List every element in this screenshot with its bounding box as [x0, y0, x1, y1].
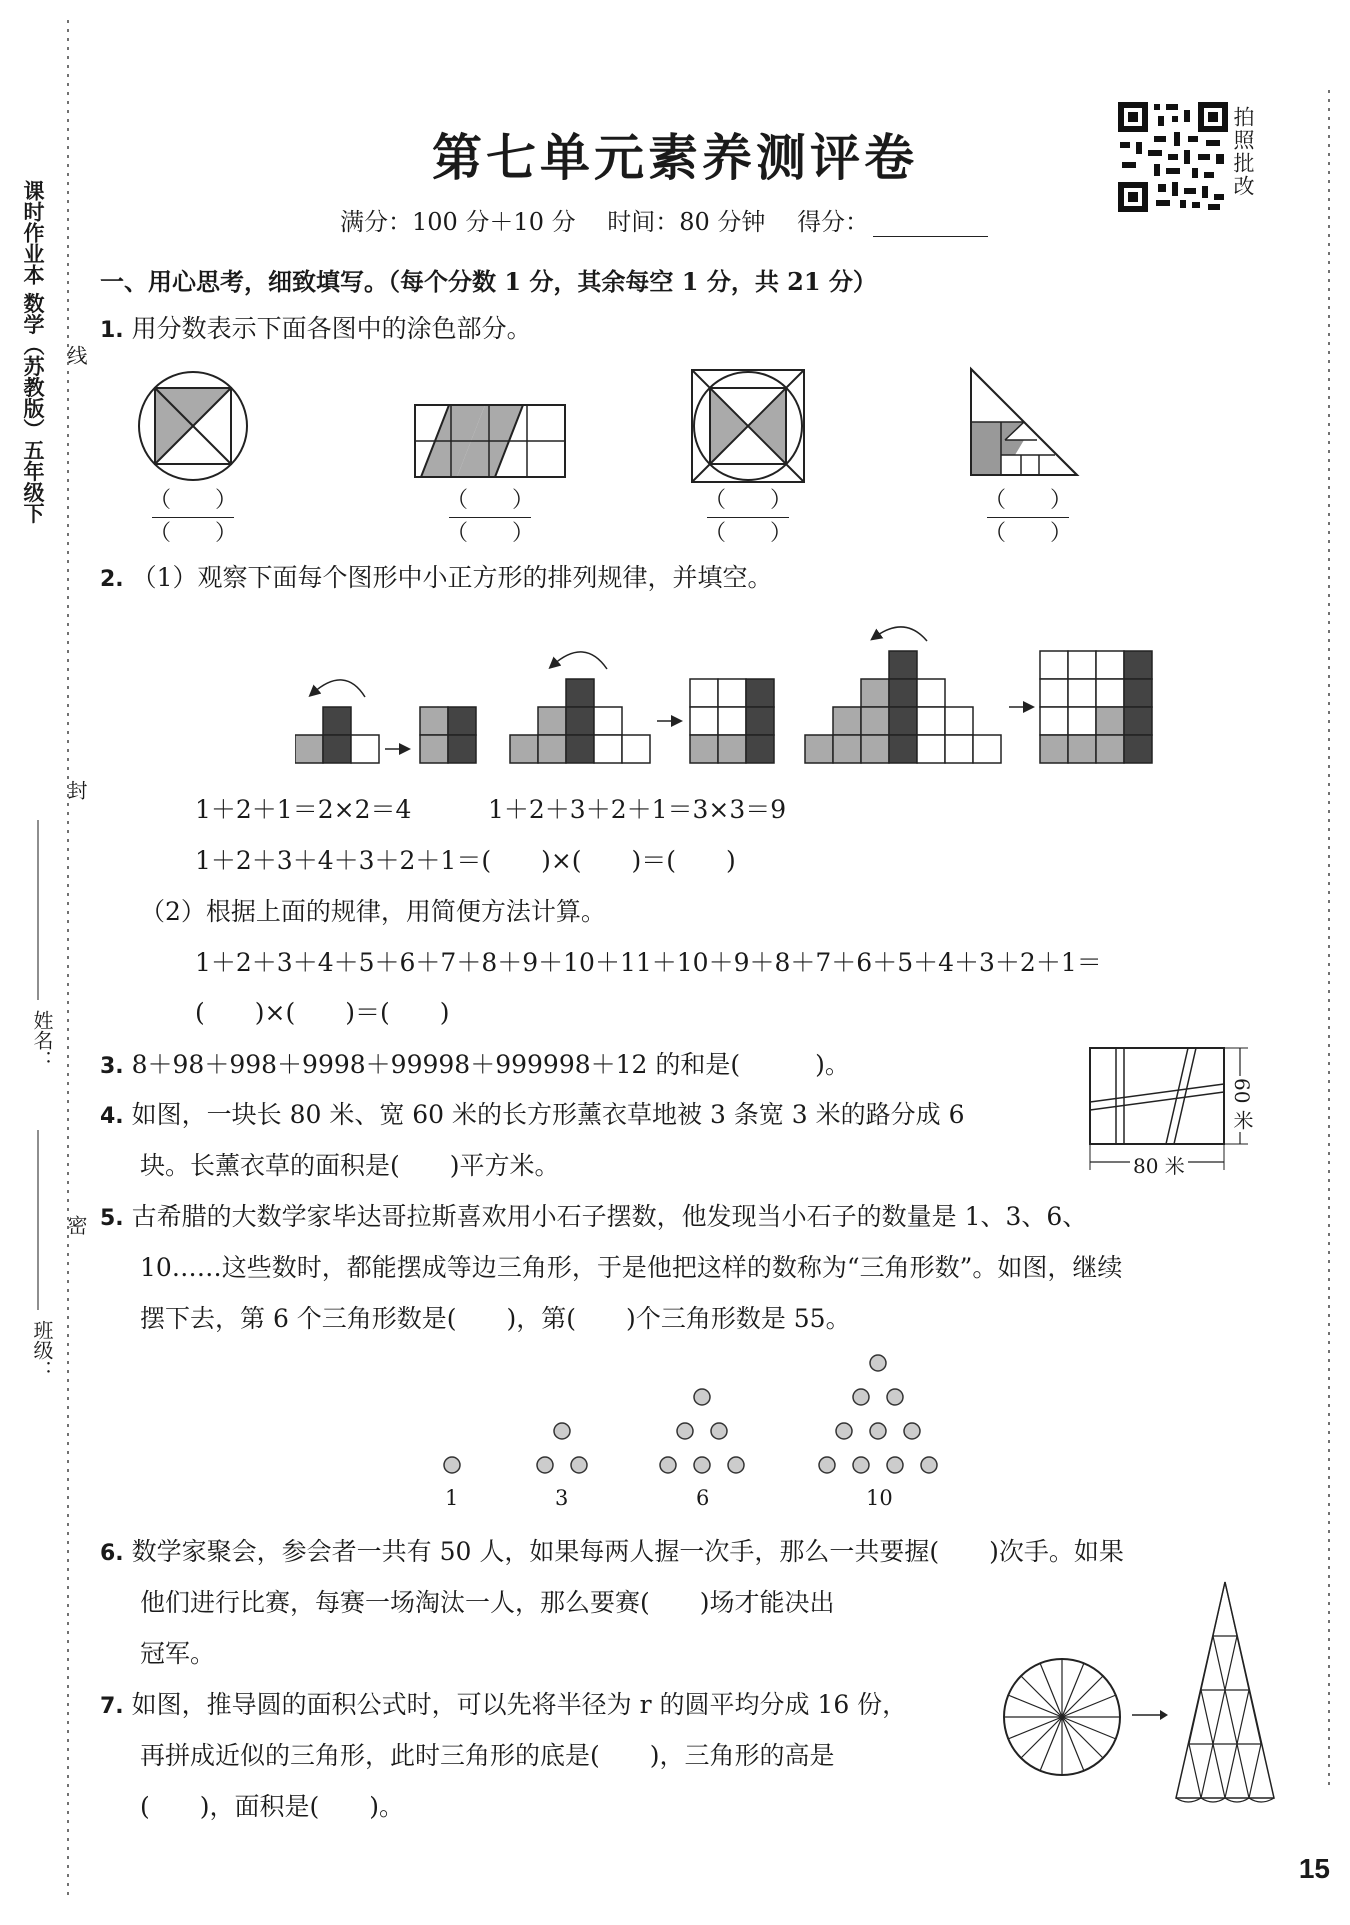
q2-part1 — [100, 563, 773, 593]
class-label: 班级： — [30, 1320, 54, 1380]
q7-triangle-rearranged — [1170, 1578, 1280, 1813]
score-label: 得分： — [797, 208, 870, 236]
page-number: 15 — [1298, 1853, 1330, 1884]
q4-line1 — [100, 1100, 965, 1130]
qr-side-text: 拍照批改 — [1231, 106, 1255, 198]
subtitle — [340, 202, 988, 237]
q5-triangle-dots — [430, 1345, 950, 1505]
name-label: 姓名： — [30, 1010, 54, 1070]
q2-p1: （1）观察下面每个图形中小正方形的排列规律，并填空。 — [131, 563, 773, 592]
q7-line1 — [100, 1690, 907, 1720]
q5-text-1: 古希腊的大数学家毕达哥拉斯喜欢用小石子摆数，他发现当小石子的数量是 1、3、6、 — [131, 1202, 1088, 1231]
q4-text-1: 如图，一块长 80 米、宽 60 米的长方形薰衣草地被 3 条宽 3 米的路分成 6 — [131, 1100, 965, 1129]
q7-arrow-icon — [1130, 1705, 1170, 1725]
q2-eq2: 1＋2＋3＋2＋1＝3×3＝9 — [488, 795, 787, 824]
q5-label-1: 1 — [445, 1486, 459, 1510]
q2-number: 2. — [100, 567, 124, 592]
q7-circle-16-sectors — [1000, 1655, 1130, 1785]
binding-margin — [8, 0, 98, 1925]
margin-lines — [8, 0, 98, 1925]
q5-label-2: 3 — [555, 1486, 569, 1510]
q5-line3[interactable]: 摆下去，第 6 个三角形数是( )，第( )个三角形数是 55。 — [140, 1304, 851, 1333]
q1-answer-4[interactable]: （ ） （ ） — [983, 488, 1072, 547]
q2-eq5[interactable]: ( )×( )＝( ) — [195, 998, 450, 1027]
line-label: 线 — [64, 345, 88, 365]
q7-line2[interactable]: 再拼成近似的三角形，此时三角形的底是( )，三角形的高是 — [140, 1741, 835, 1770]
section-heading: 一、用心思考，细致填写。（每个分数 1 分，其余每空 1 分，共 21 分） — [100, 267, 877, 296]
right-dashed-line — [1325, 0, 1335, 1925]
q2-eq1: 1＋2＋1＝2×2＝4 — [195, 795, 412, 824]
vertical-banner: 课时作业本 数学（苏教版）五年级下 — [21, 180, 46, 524]
q1 — [100, 314, 532, 344]
full-score: 满分：100 分＋10 分 — [340, 208, 576, 236]
q6-line3: 冠军。 — [140, 1639, 216, 1668]
q6-number: 6. — [100, 1541, 124, 1566]
q4-width-label: 80 米 — [1130, 1150, 1188, 1179]
q5-label-4: 10 — [866, 1486, 893, 1510]
q4-height-label: 60 米 — [1228, 1076, 1257, 1132]
q1-figure-rectangle — [413, 375, 573, 485]
q6-line1[interactable] — [100, 1537, 1124, 1567]
secret-label: 密 — [64, 1215, 88, 1235]
q1-answer-1[interactable]: （ ） （ ） — [148, 488, 237, 547]
q1-figure-square-circle — [690, 368, 810, 488]
q7-number: 7. — [100, 1694, 124, 1719]
time-limit: 时间：80 分钟 — [607, 208, 766, 236]
q2-eq4: 1＋2＋3＋4＋5＋6＋7＋8＋9＋10＋11＋10＋9＋8＋7＋6＋5＋4＋3＋2＋1＝ — [195, 948, 1102, 977]
q2-eq3[interactable]: 1＋2＋3＋4＋3＋2＋1＝( )×( )＝( ) — [195, 846, 736, 875]
q1-figure-circle — [135, 368, 255, 488]
q3-text: 8＋98＋998＋9998＋99998＋999998＋12 的和是( )。 — [131, 1050, 850, 1079]
q6-text-1: 数学家聚会，参会者一共有 50 人，如果每两人握一次手，那么一共要握( )次手。如果 — [131, 1537, 1124, 1566]
q1-figure-triangle — [965, 365, 1085, 485]
q7-text-1: 如图，推导圆的面积公式时，可以先将半径为 r 的圆平均分成 16 份， — [131, 1690, 908, 1719]
q3-number: 3. — [100, 1054, 124, 1079]
score-blank[interactable] — [873, 214, 988, 237]
page-title: 第七单元素养测评卷 — [432, 128, 918, 187]
q5-number: 5. — [100, 1206, 124, 1231]
seal-label: 封 — [64, 780, 88, 800]
q5-line2: 10……这些数时，都能摆成等边三角形，于是他把这样的数称为“三角形数”。如图，继续 — [140, 1253, 1123, 1282]
q6-line2[interactable]: 他们进行比赛，每赛一场淘汰一人，那么要赛( )场才能决出 — [140, 1588, 835, 1617]
q5-line1 — [100, 1202, 1087, 1232]
q1-text: 用分数表示下面各图中的涂色部分。 — [131, 314, 532, 343]
q4-line2[interactable]: 块。长薰衣草的面积是( )平方米。 — [140, 1151, 560, 1180]
q1-number: 1. — [100, 318, 124, 343]
q2-p2: （2）根据上面的规律，用简便方法计算。 — [140, 897, 606, 926]
q1-answer-2[interactable]: （ ） （ ） — [445, 488, 534, 547]
q5-label-3: 6 — [696, 1486, 710, 1510]
q7-line3[interactable]: ( )，面积是( )。 — [140, 1792, 405, 1821]
q4-number: 4. — [100, 1104, 124, 1129]
q2-staircase-figures — [295, 625, 1175, 765]
q3[interactable] — [100, 1050, 850, 1080]
q1-answer-3[interactable]: （ ） （ ） — [703, 488, 792, 547]
